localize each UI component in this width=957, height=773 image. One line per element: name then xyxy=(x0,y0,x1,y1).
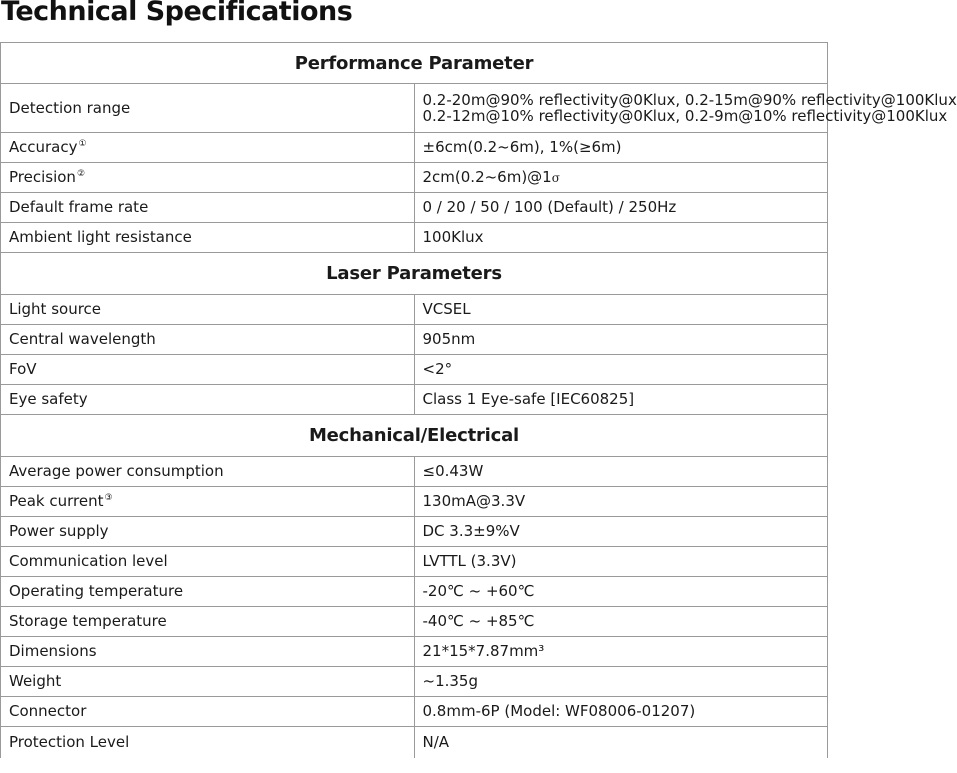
table-row xyxy=(1,84,828,133)
spec-value: Class 1 Eye-safe [IEC60825] xyxy=(414,385,828,415)
spec-name-cell xyxy=(1,487,415,517)
spec-name: Eye safety xyxy=(1,385,415,415)
table-row xyxy=(1,295,828,325)
spec-name: Accuracy xyxy=(9,138,78,156)
spec-name: Detection range xyxy=(1,84,415,133)
table-row xyxy=(1,385,828,415)
table-row xyxy=(1,193,828,223)
spec-value: VCSEL xyxy=(414,295,828,325)
table-row xyxy=(1,547,828,577)
sigma-symbol: σ xyxy=(551,170,560,185)
table-row xyxy=(1,457,828,487)
spec-value: <2° xyxy=(414,355,828,385)
spec-name: Communication level xyxy=(1,547,415,577)
footnote-marker: ② xyxy=(76,169,86,179)
spec-name: Precision xyxy=(9,168,76,186)
table-row xyxy=(1,487,828,517)
spec-value xyxy=(414,84,957,133)
section-header-laser xyxy=(1,253,828,295)
spec-name-cell xyxy=(1,163,415,193)
spec-value-line: 0.2-20m@90% reflectivity@0Klux, 0.2-15m@90% reflectivity@100Klux xyxy=(422,91,957,109)
spec-value: LVTTL (3.3V) xyxy=(414,547,828,577)
table-row xyxy=(1,223,828,253)
table-row xyxy=(1,577,828,607)
page-title: Technical Specifications xyxy=(1,0,353,27)
spec-name: Weight xyxy=(1,667,415,697)
spec-name: Default frame rate xyxy=(1,193,415,223)
spec-value: 2cm(0.2~6m)@1 xyxy=(422,167,552,186)
spec-value-cell xyxy=(414,163,828,193)
table-row xyxy=(1,727,828,759)
spec-value: -20℃ ~ +60℃ xyxy=(414,577,828,607)
table-row xyxy=(1,607,828,637)
spec-name: Peak current xyxy=(9,492,104,510)
section-title: Performance Parameter xyxy=(1,43,828,84)
spec-value: DC 3.3±9%V xyxy=(414,517,828,547)
spec-name-cell xyxy=(1,133,415,163)
spec-value: -40℃ ~ +85℃ xyxy=(414,607,828,637)
section-title: Mechanical/Electrical xyxy=(1,415,828,457)
spec-value: 100Klux xyxy=(414,223,828,253)
table-row xyxy=(1,355,828,385)
spec-value: 905nm xyxy=(414,325,828,355)
spec-name: Storage temperature xyxy=(1,607,415,637)
table-row xyxy=(1,667,828,697)
spec-value: 130mA@3.3V xyxy=(414,487,828,517)
footnote-marker: ① xyxy=(78,139,87,149)
spec-name: FoV xyxy=(1,355,415,385)
spec-name: Dimensions xyxy=(1,637,415,667)
spec-name: Connector xyxy=(1,697,415,727)
spec-value: N/A xyxy=(414,727,828,759)
table-row xyxy=(1,697,828,727)
spec-name: Light source xyxy=(1,295,415,325)
spec-value-line: 0.2-12m@10% reflectivity@0Klux, 0.2-9m@10% reflectivity@100Klux xyxy=(422,107,948,125)
spec-value: ≤0.43W xyxy=(414,457,828,487)
table-row xyxy=(1,133,828,163)
spec-name: Average power consumption xyxy=(1,457,415,487)
spec-value: 21*15*7.87mm³ xyxy=(414,637,828,667)
section-title: Laser Parameters xyxy=(1,253,828,295)
spec-value: ~1.35g xyxy=(414,667,828,697)
table-row xyxy=(1,163,828,193)
section-header-mechanical xyxy=(1,415,828,457)
spec-name: Power supply xyxy=(1,517,415,547)
spec-name: Central wavelength xyxy=(1,325,415,355)
table-row xyxy=(1,517,828,547)
spec-name: Operating temperature xyxy=(1,577,415,607)
specifications-table xyxy=(0,42,957,758)
table-row xyxy=(1,325,828,355)
spec-value: ±6cm(0.2~6m), 1%(≥6m) xyxy=(414,133,828,163)
spec-name: Protection Level xyxy=(1,727,415,759)
spec-value: 0 / 20 / 50 / 100 (Default) / 250Hz xyxy=(414,193,828,223)
footnote-marker: ③ xyxy=(104,493,113,503)
table-row xyxy=(1,637,828,667)
section-header-performance xyxy=(1,43,828,84)
spec-value: 0.8mm-6P (Model: WF08006-01207) xyxy=(414,697,828,727)
spec-name: Ambient light resistance xyxy=(1,223,415,253)
